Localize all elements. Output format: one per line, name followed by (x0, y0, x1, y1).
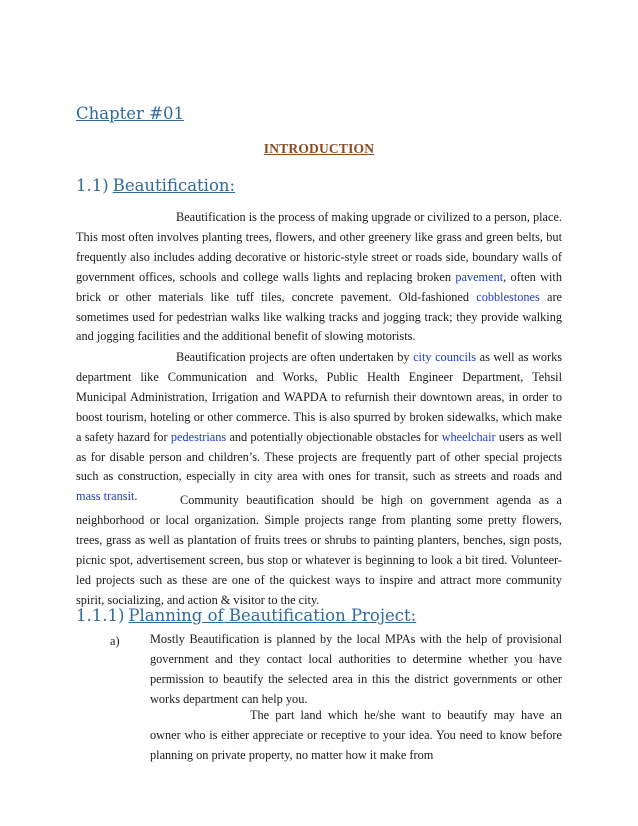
link-pedestrians[interactable]: pedestrians (170, 429, 227, 444)
paragraph-3 (76, 491, 562, 610)
chapter-heading: Chapter #01 (76, 104, 184, 123)
paragraph-1 (76, 208, 562, 347)
section-title: Beautification: (112, 176, 236, 195)
p2-text-d: users as well as for disable person and children’s. These projects are frequently part of other special projects such as construction, especially in city area with ones for transit, such as streets and roads and (76, 429, 562, 484)
link-wheelchair[interactable]: wheelchair (441, 429, 496, 444)
section-number: 1.1) (76, 176, 109, 195)
introduction-text: INTRODUCTION (263, 141, 375, 156)
introduction-heading (0, 141, 638, 157)
list-item-continuation (150, 706, 562, 766)
p2-text-c: and potentially objectionable obstacles for (226, 429, 442, 444)
p1-text-b: , often with brick or other materials like tuff tiles, concrete pavement. Old-fashioned (76, 269, 562, 304)
p2-text-a: Beautification projects are often undertaken by (176, 350, 414, 364)
subsection-number: 1.1.1) (76, 606, 125, 625)
list-item-text: Mostly Beautification is planned by the local MPAs with the help of provisional government and they contact local authorities to determine whether you have permission to beautify the selected area in this the district governments or other works department can help you. (150, 632, 562, 706)
list-item-continuation-text: The part land which he/she want to beautify may have an owner who is either appreciate or receptive to your idea. You need to know before planning on private property, no matter how it make from (150, 708, 562, 762)
p3-text: Community beautification should be high on government agenda as a neighborhood or local organization. Simple projects range from planting some pretty flowers, trees, grass as well as plantation of fruits trees or shrubs to painting planters, benches, sign posts, picnic spot, advertisement screen, bus stop or whatever is beginning to look a bit tired. Volunteer-led projects such as these are one of the quickest ways to inspire and attract more community spirit, socializing, and action & visitor to the city. (76, 493, 562, 607)
list-marker: a) (110, 634, 120, 648)
p1-text-a: Beautification is the process of making upgrade or civilized to a person, place. This most often involves planting trees, flowers, and other greenery like grass and green belts, but frequently also includes adding decorative or historic-style street or roads side, boundary walls of government offices, schools and college walls lights and replacing broken (76, 210, 562, 284)
section-heading-planning (76, 606, 416, 625)
p2-text-e: . (134, 489, 138, 504)
link-mass-transit[interactable]: mass transit (76, 489, 135, 504)
link-pavement[interactable]: pavement (455, 269, 504, 284)
link-city-councils[interactable]: city councils (413, 350, 477, 364)
p1-text-c: are sometimes used for pedestrian walks like walking tracks and jogging track; they provide walking and jogging facilities and the additional benefit of slowing motorists. (76, 289, 562, 344)
link-cobblestones[interactable]: cobblestones (476, 289, 540, 304)
paragraph-2 (76, 348, 562, 507)
subsection-title: Planning of Beautification Project: (128, 606, 417, 625)
section-heading-beautification (76, 176, 235, 195)
p2-text-b: as well as works department like Communication and Works, Public Health Engineer Department, Tehsil Municipal Administration, Irrigation and WAPDA to refurnish their downtown areas, in order to boost tourism, hoteling or other commerce. This is also spurred by broken sidewalks, which make a safety hazard for (76, 350, 562, 444)
